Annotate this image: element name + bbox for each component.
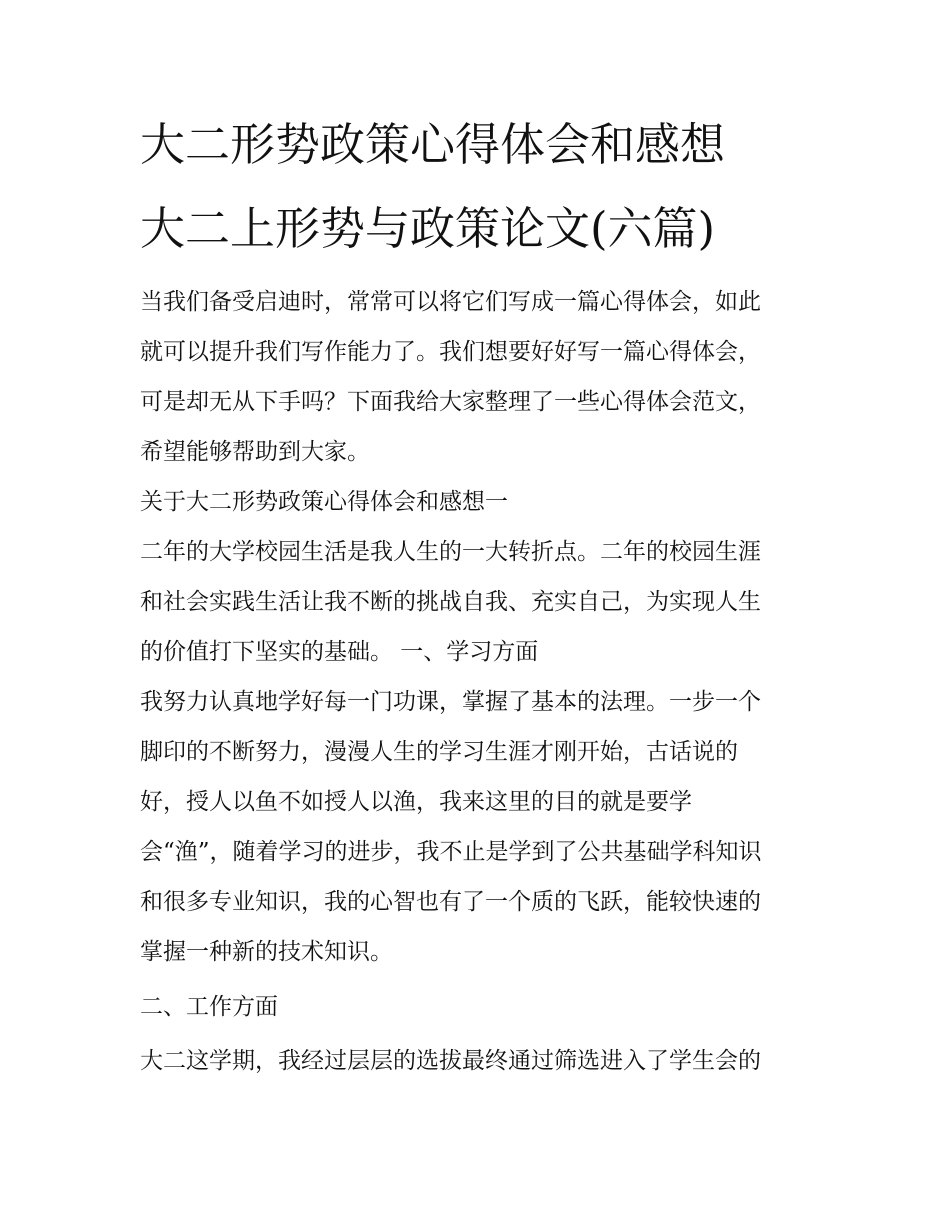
paragraph-line: 大二这学期，我经过层层的选拔最终通过筛选进入了学生会的 — [140, 1048, 761, 1074]
section-heading: 二、工作方面 — [140, 994, 278, 1020]
document-title-line-2: 大二上形势与政策论文(六篇) — [140, 202, 716, 255]
paragraph-line: 可是却无从下手吗？下面我给大家整理了一些心得体会范文， — [140, 389, 761, 415]
paragraph-line: 脚印的不断努力，漫漫人生的学习生涯才刚开始，古话说的 — [140, 739, 738, 765]
paragraph-line: 我努力认真地学好每一门功课，掌握了基本的法理。一步一个 — [140, 689, 761, 715]
paragraph-line: 和社会实践生活让我不断的挑战自我、充实自己，为实现人生 — [140, 589, 761, 615]
paragraph-line: 就可以提升我们写作能力了。我们想要好好写一篇心得体会， — [140, 339, 761, 365]
paragraph-line: 和很多专业知识，我的心智也有了一个质的飞跃，能较快速的 — [140, 889, 761, 915]
paragraph-line: 掌握一种新的技术知识。 — [140, 939, 393, 965]
paragraph-line: 当我们备受启迪时，常常可以将它们写成一篇心得体会，如此 — [140, 289, 761, 315]
paragraph-line: 的价值打下坚实的基础。 一、学习方面 — [140, 639, 539, 665]
paragraph-line: 会“渔”，随着学习的进步，我不止是学到了公共基础学科知识 — [140, 839, 762, 865]
document-title-line-1: 大二形势政策心得体会和感想 — [140, 118, 726, 171]
paragraph-line: 希望能够帮助到大家。 — [140, 439, 370, 465]
paragraph-line: 好，授人以鱼不如授人以渔，我来这里的目的就是要学 — [140, 789, 692, 815]
section-heading: 关于大二形势政策心得体会和感想一 — [140, 489, 508, 515]
paragraph-line: 二年的大学校园生活是我人生的一大转折点。二年的校园生涯 — [140, 539, 761, 565]
